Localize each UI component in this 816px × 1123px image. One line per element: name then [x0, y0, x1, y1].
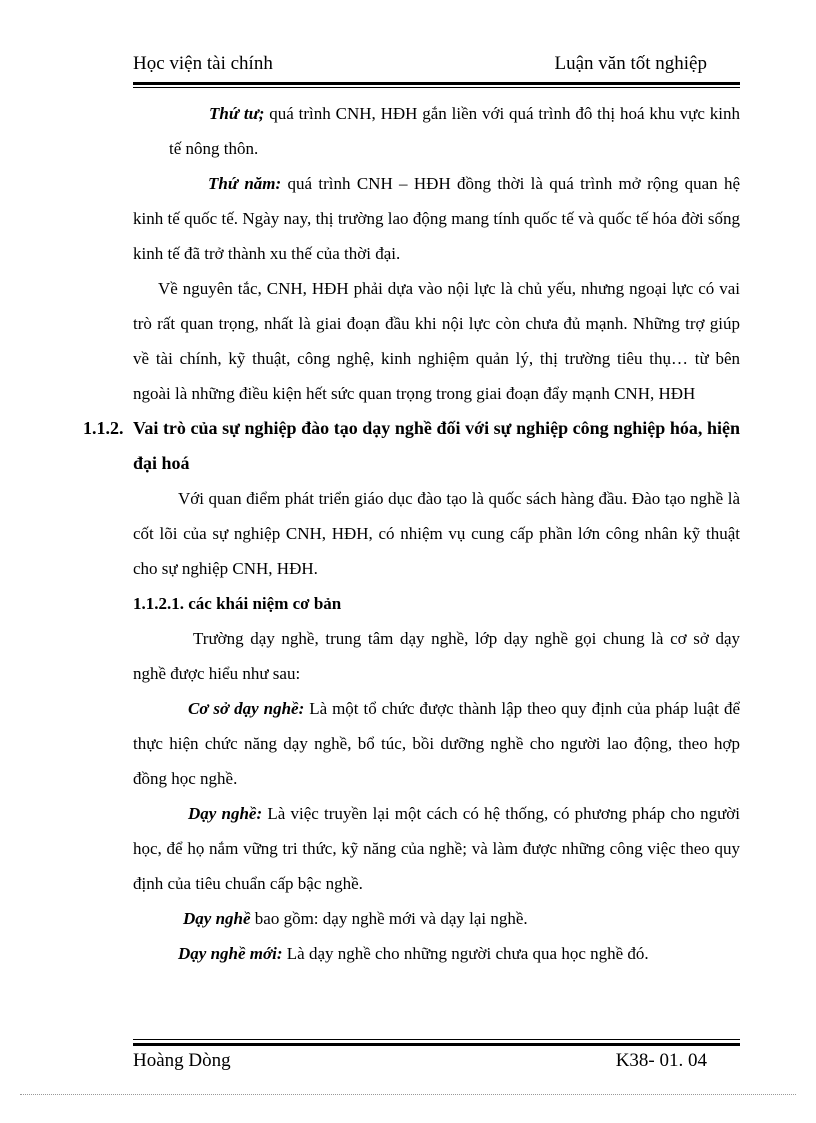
paragraph-principle: Về nguyên tắc, CNH, HĐH phải dựa vào nội lực là chủ yếu, nhưng ngoại lực có vai trò rất quan trọng, nhất là giai đoạn đầu khi nội lực còn chưa đủ mạnh. Những trợ giúp về tài chính, kỹ thuật, công nghệ, kinh nghiệm quản lý, thị trường tiêu thụ… từ bên ngoài là những điều kiện hết sức quan trọng trong giai đoạn đẩy mạnh CNH, HĐH	[133, 279, 740, 403]
header-rule-thick	[133, 82, 740, 85]
section-title: Vai trò của sự nghiệp đào tạo dạy nghề đối với sự nghiệp công nghiệp hóa, hiện đại hoá	[133, 418, 740, 473]
footer-class-code: K38- 01. 04	[615, 1050, 707, 1071]
header-document-type: Luận văn tốt nghiệp	[554, 53, 707, 74]
paragraph-lead: Cơ sở dạy nghề:	[188, 699, 305, 718]
paragraph-vocational-facility	[133, 691, 740, 796]
paragraph-vocational-training	[133, 796, 740, 901]
paragraph-vocational-role: Với quan điểm phát triển giáo dục đào tạo là quốc sách hàng đầu. Đào tạo nghề là cốt lõi của sự nghiệp CNH, HĐH, có nhiệm vụ cung cấp phần lớn công nhân kỹ thuật cho sự nghiệp CNH, HĐH.	[133, 489, 740, 578]
paragraph-text: bao gồm: dạy nghề mới và dạy lại nghề.	[250, 909, 528, 928]
paragraph-text: quá trình CNH – HĐH đồng thời là quá trình mở rộng quan hệ kinh tế quốc tế. Ngày nay, thị trường lao động mang tính quốc tế và quốc tế hóa đời sống kinh tế đã trở thành xu thế của thời đại.	[133, 174, 740, 263]
header-institution: Học viện tài chính	[133, 53, 273, 74]
paragraph-lead: Dạy nghề	[183, 909, 251, 928]
paragraph-lead: Thứ tư;	[209, 104, 265, 123]
paragraph-lead: Thứ năm:	[208, 174, 282, 193]
footer-rule-thin	[133, 1039, 740, 1040]
paragraph-text: Là một tổ chức được thành lập theo quy định của pháp luật để thực hiện chức năng dạy nghề, bổ túc, bồi dưỡng nghề cho người lao động, theo hợp đồng học nghề.	[133, 699, 740, 788]
subsection-heading-1-1-2-1: 1.1.2.1. các khái niệm cơ bản	[133, 594, 342, 613]
paragraph-text: quá trình CNH, HĐH gắn liền với quá trình đô thị hoá khu vực kinh tế nông thôn.	[169, 104, 740, 158]
paragraph-lead: Dạy nghề:	[188, 804, 263, 823]
section-heading-1-1-2	[83, 411, 740, 481]
paragraph-training-includes	[133, 901, 740, 936]
paragraph-schools: Trường dạy nghề, trung tâm dạy nghề, lớp dạy nghề gọi chung là cơ sở dạy nghề được hiểu như sau:	[133, 629, 740, 683]
footer-author: Hoàng Dòng	[133, 1050, 231, 1071]
paragraph-fifth	[133, 166, 740, 271]
header-rule-thin	[133, 87, 740, 88]
paragraph-fourth	[133, 96, 740, 166]
footer-rule-thick	[133, 1043, 740, 1046]
page-body	[83, 96, 740, 971]
paragraph-text: Là việc truyền lại một cách có hệ thống, có phương pháp cho người học, để họ nắm vững tri thức, kỹ năng của nghề; và làm được những công việc theo quy định của tiêu chuẩn cấp bậc nghề.	[133, 804, 740, 893]
paragraph-new-training	[133, 936, 740, 971]
paragraph-lead: Dạy nghề mới:	[178, 944, 283, 963]
section-number: 1.1.2.	[83, 418, 124, 438]
paragraph-text: Là dạy nghề cho những người chưa qua học nghề đó.	[282, 944, 649, 963]
page-bottom-dotted-edge	[20, 1094, 796, 1095]
